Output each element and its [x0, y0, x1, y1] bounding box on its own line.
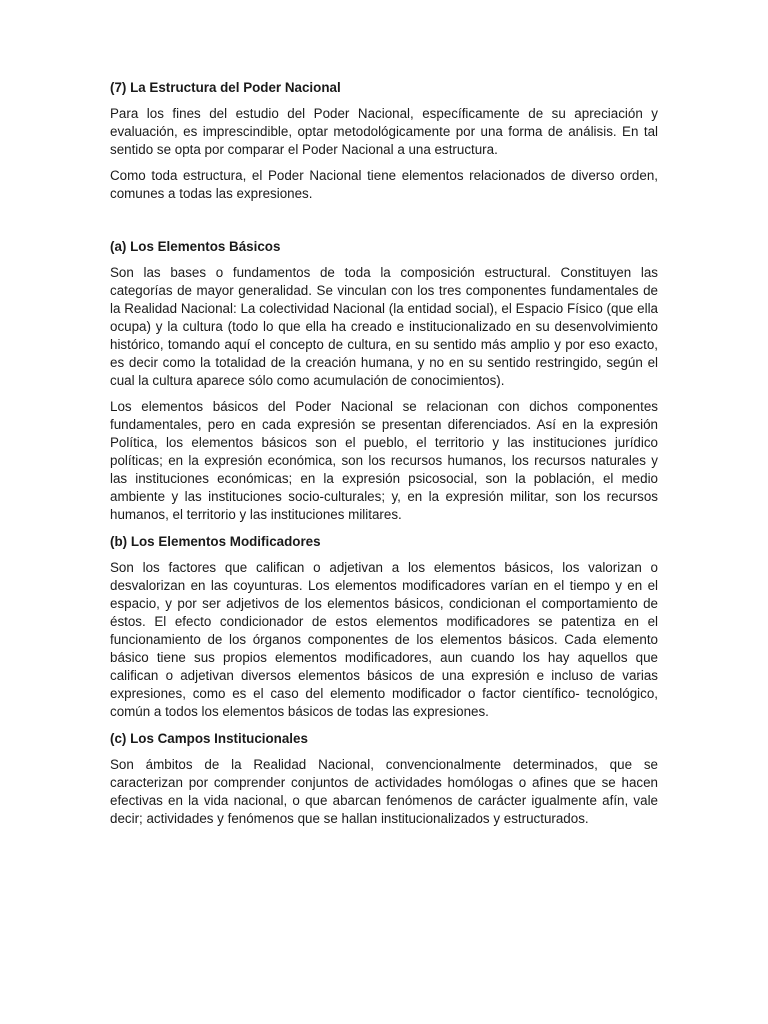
section-heading-campos-institucionales: (c) Los Campos Institucionales	[110, 731, 308, 746]
section-heading-estructura: (7) La Estructura del Poder Nacional	[110, 80, 341, 95]
paragraph-estructura-1: Para los fines del estudio del Poder Nacional, específicamente de su apreciación y evaluación, es imprescindible, optar metodológicamente por una forma de análisis. En tal sentido se opta por comparar el Poder Nacional a una estructura.	[110, 106, 658, 157]
paragraph-elementos-basicos-1: Son las bases o fundamentos de toda la composición estructural. Constituyen las categorías de mayor generalidad. Se vinculan con los tres componentes fundamentales de la Realidad Nacional: La colectividad Nacional (la entidad social), el Espacio Físico (que ella ocupa) y la cultura (todo lo que ella ha creado e institucionalizado en su desenvolvimiento histórico, tomando aquí el concepto de cultura, en su sentido más amplio y por eso exacto, es decir como la totalidad de la creación humana, y no en su sentido restringido, según el cual la cultura aparece sólo como acumulación de conocimientos).	[110, 265, 658, 388]
paragraph-estructura-2: Como toda estructura, el Poder Nacional tiene elementos relacionados de diverso orden, comunes a todas las expresiones.	[110, 168, 658, 201]
paragraph-elementos-modificadores-1: Son los factores que califican o adjetivan a los elementos básicos, los valorizan o desvalorizan en las coyunturas. Los elementos modificadores varían en el tiempo y en el espacio, y por ser adjetivos de los elementos básicos, condicionan el comportamiento de éstos. El efecto condicionador de estos elementos modificadores se patentiza en el funcionamiento de los órganos componentes de los elementos básicos. Cada elemento básico tiene sus propios elementos modificadores, aun cuando los hay aquellos que califican o adjetivan diversos elementos básicos de una expresión e incluso de varias expresiones, como es el caso del elemento modificador o factor científico- tecnológico, común a todos los elementos básicos de todas las expresiones.	[110, 560, 658, 719]
section-heading-elementos-basicos: (a) Los Elementos Básicos	[110, 239, 281, 254]
section-heading-elementos-modificadores: (b) Los Elementos Modificadores	[110, 534, 321, 549]
paragraph-elementos-basicos-2: Los elementos básicos del Poder Nacional se relacionan con dichos componentes fundamentales, pero en cada expresión se presentan diferenciados. Así en la expresión Política, los elementos básicos son el pueblo, el territorio y las instituciones jurídico políticas; en la expresión económica, son los recursos humanos, los recursos naturales y las instituciones económicas; en la expresión psicosocial, son la población, el medio ambiente y las instituciones socio-culturales; y, en la expresión militar, son los recursos humanos, el territorio y las instituciones militares.	[110, 399, 658, 522]
document-page	[110, 79, 658, 828]
paragraph-campos-institucionales-1: Son ámbitos de la Realidad Nacional, convencionalmente determinados, que se caracterizan por comprender conjuntos de actividades homólogas o afines que se hacen efectivas en la vida nacional, o que abarcan fenómenos de carácter igualmente afín, vale decir; actividades y fenómenos que se hallan institucionalizados y estructurados.	[110, 757, 658, 826]
